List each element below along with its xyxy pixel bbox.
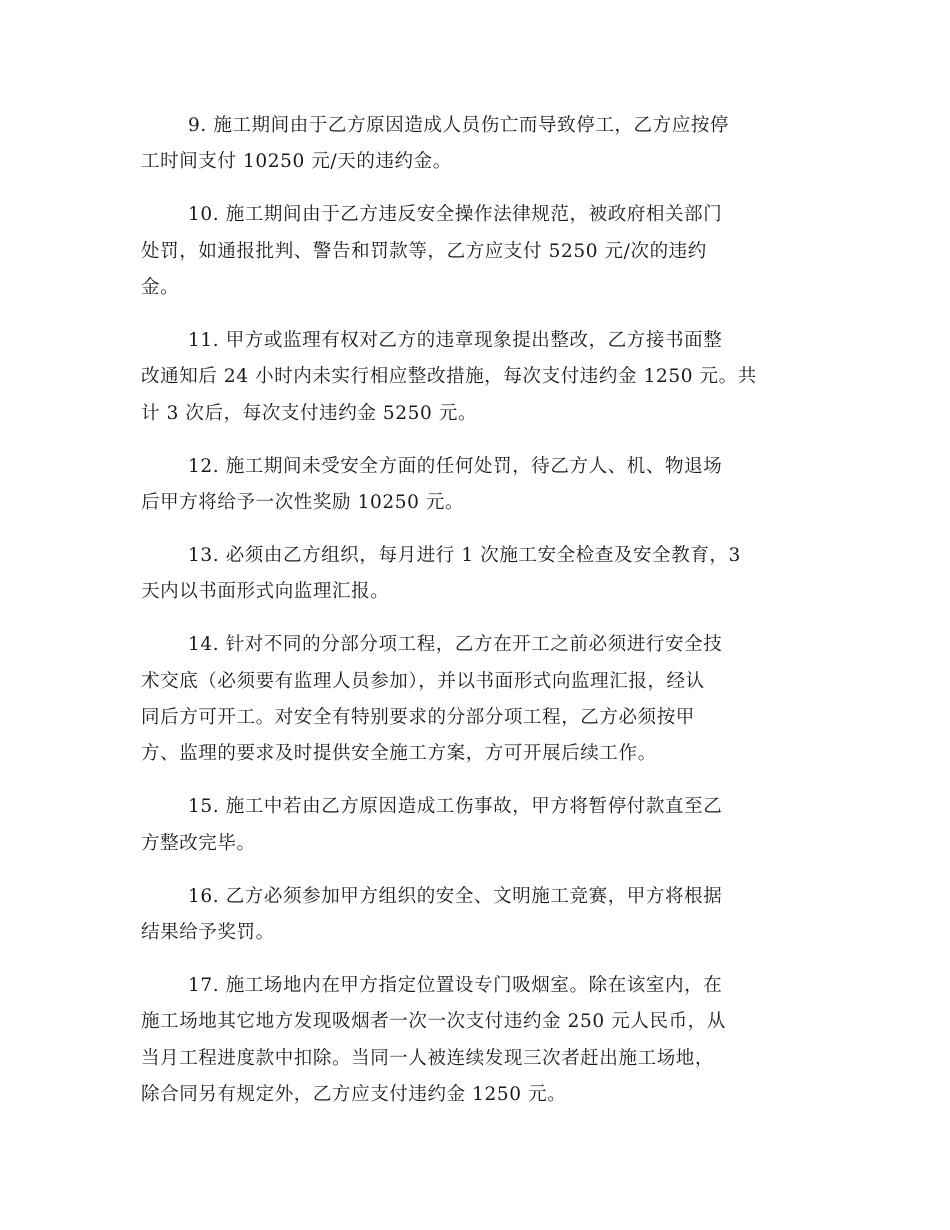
clause-13 <box>141 538 821 611</box>
clause-line: 工时间支付 10250 元/天的违约金。 <box>141 151 452 173</box>
clause-line: 除合同另有规定外，乙方应支付违约金 1250 元。 <box>141 1083 567 1105</box>
document-body <box>141 108 821 1130</box>
clause-line: 12. 施工期间未受安全方面的任何处罚，待乙方人、机、物退场 <box>188 455 723 477</box>
clause-line: 计 3 次后，每次支付违约金 5250 元。 <box>141 402 478 424</box>
clause-15 <box>141 789 821 862</box>
clause-line: 10. 施工期间由于乙方违反安全操作法律规范，被政府相关部门 <box>188 204 723 226</box>
clause-line: 结果给予奖罚。 <box>141 921 275 943</box>
clause-9 <box>141 108 821 181</box>
clause-line: 天内以书面形式向监理汇报。 <box>141 581 390 603</box>
clause-11 <box>141 323 821 432</box>
clause-17 <box>141 968 821 1114</box>
clause-line: 11. 甲方或监理有权对乙方的违章现象提出整改，乙方接书面整 <box>188 329 723 351</box>
clause-line: 当月工程进度款中扣除。当同一人被连续发现三次者赶出施工场地， <box>141 1047 715 1069</box>
clause-line: 14. 针对不同的分部分项工程，乙方在开工之前必须进行安全技 <box>188 634 723 656</box>
clause-line: 术交底（必须要有监理人员参加），并以书面形式向监理汇报，经认 <box>141 670 705 692</box>
clause-line: 处罚，如通报批判、警告和罚款等，乙方应支付 5250 元/次的违约 <box>141 240 707 262</box>
clause-line: 16. 乙方必须参加甲方组织的安全、文明施工竞赛，甲方将根据 <box>188 885 723 907</box>
clause-line: 改通知后 24 小时内未实行相应整改措施，每次支付违约金 1250 元。共 <box>141 366 757 388</box>
clause-16 <box>141 879 821 952</box>
clause-line: 同后方可开工。对安全有特别要求的分部分项工程，乙方必须按甲 <box>141 706 695 728</box>
clause-10 <box>141 197 821 306</box>
clause-12 <box>141 449 821 522</box>
clause-14 <box>141 627 821 773</box>
clause-line: 方整改完毕。 <box>141 832 256 854</box>
clause-line: 9. 施工期间由于乙方原因造成人员伤亡而导致停工，乙方应按停 <box>188 115 730 136</box>
clause-line: 15. 施工中若由乙方原因造成工伤事故，甲方将暂停付款直至乙 <box>188 796 723 818</box>
clause-line: 方、监理的要求及时提供安全施工方案，方可开展后续工作。 <box>141 743 657 765</box>
clause-line: 13. 必须由乙方组织，每月进行 1 次施工安全检查及安全教育，3 <box>188 544 741 566</box>
clause-line: 后甲方将给予一次性奖励 10250 元。 <box>141 492 465 514</box>
clause-line: 施工场地其它地方发现吸烟者一次一次支付违约金 250 元人民币，从 <box>141 1011 726 1033</box>
clause-line: 17. 施工场地内在甲方指定位置设专门吸烟室。除在该室内，在 <box>188 974 723 996</box>
clause-line: 金。 <box>141 277 180 299</box>
